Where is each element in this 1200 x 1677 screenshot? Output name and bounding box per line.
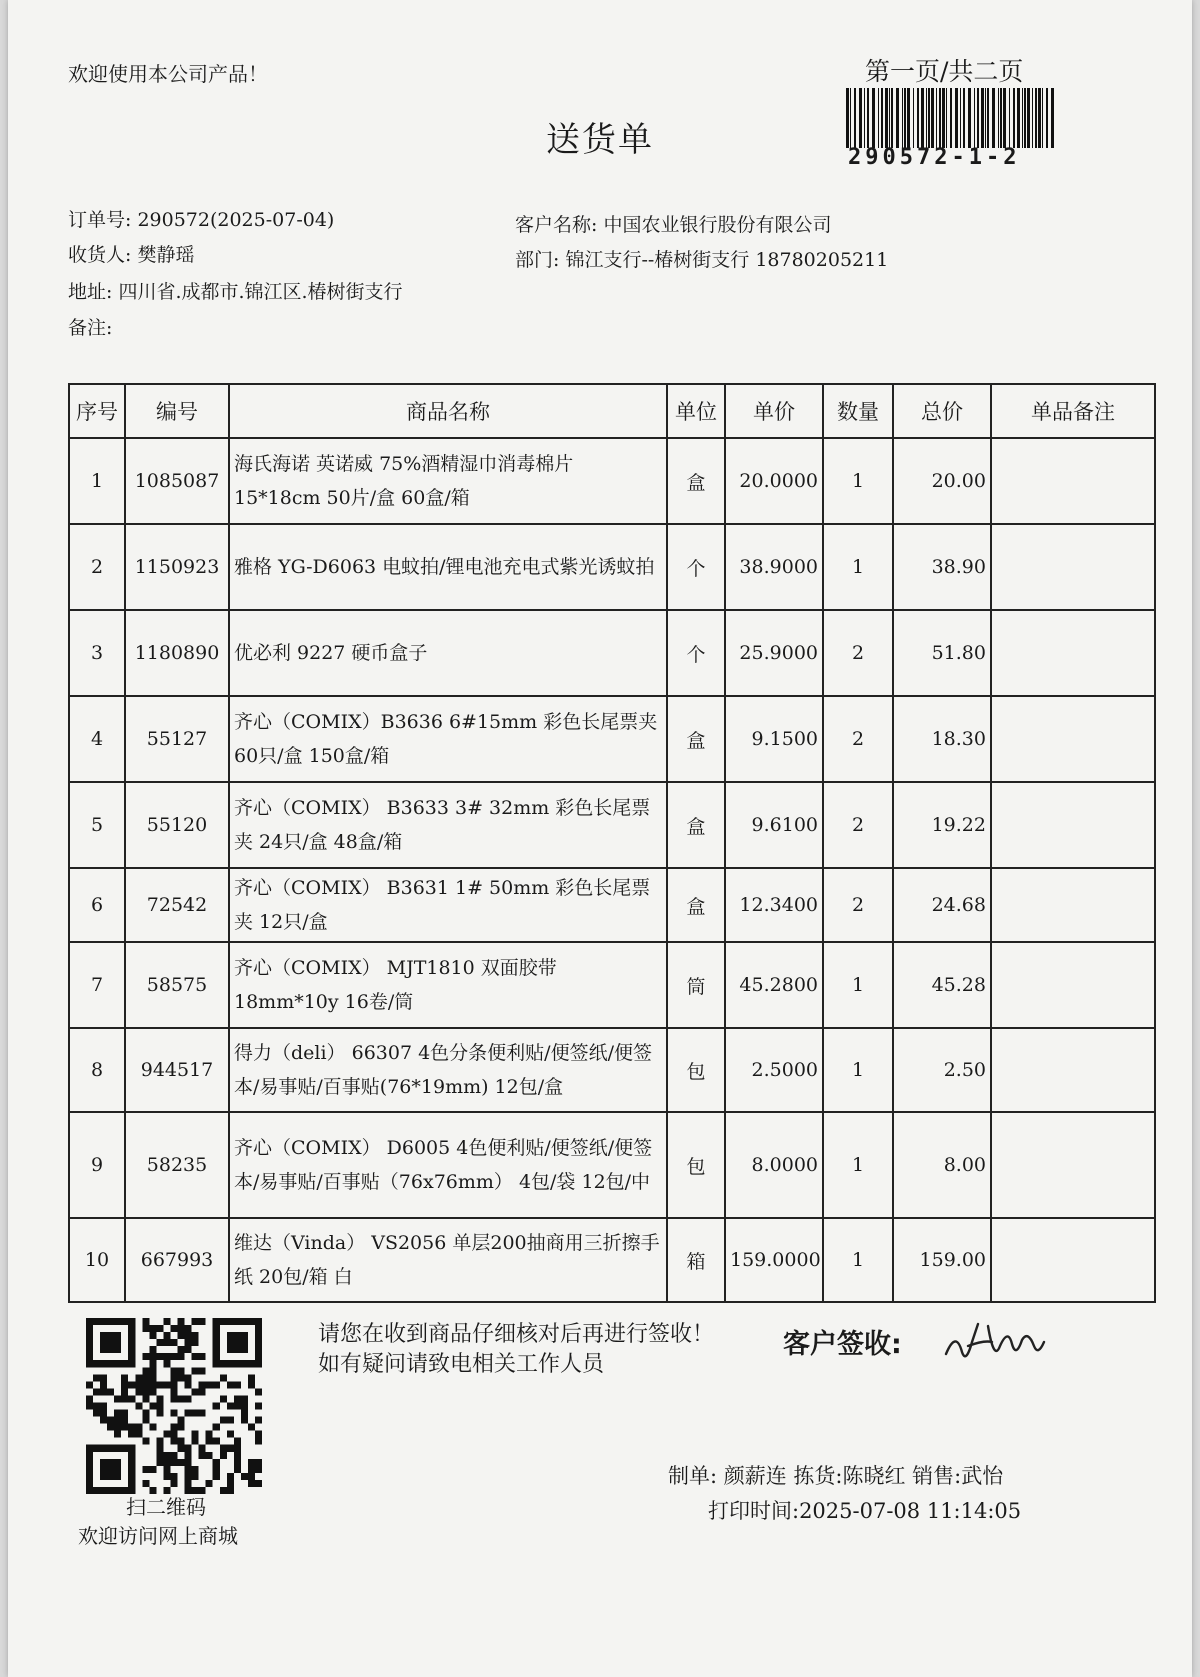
delivery-address: 地址: 四川省.成都市.锦江区.椿树街支行 [68, 281, 403, 303]
row-name: 海氏海诺 英诺威 75%酒精湿巾消毒棉片 15*18cm 50片/盒 60盒/箱 [229, 438, 667, 524]
document-title: 送货单 [546, 120, 654, 160]
row-code: 1180890 [125, 610, 229, 696]
table-row [69, 1112, 1155, 1218]
row-note [991, 1218, 1155, 1302]
table-row [69, 610, 1155, 696]
row-qty: 2 [823, 782, 893, 868]
staff-line: 制单: 颜薪连 拣货:陈晓红 销售:武怡 [668, 1464, 1004, 1488]
row-name: 齐心（COMIX） B3633 3# 32mm 彩色长尾票夹 24只/盒 48盒/箱 [229, 782, 667, 868]
row-name: 维达（Vinda） VS2056 单层200抽商用三折擦手纸 20包/箱 白 [229, 1218, 667, 1302]
table-row [69, 1218, 1155, 1302]
row-note [991, 1028, 1155, 1112]
header-unit: 单位 [667, 384, 725, 438]
row-note [991, 438, 1155, 524]
row-total: 20.00 [893, 438, 991, 524]
row-name: 齐心（COMIX）B3636 6#15mm 彩色长尾票夹 60只/盒 150盒/箱 [229, 696, 667, 782]
barcode-number: 290572-1-2 [848, 145, 1021, 170]
row-price: 20.0000 [725, 438, 823, 524]
row-total: 45.28 [893, 942, 991, 1028]
row-seq: 8 [69, 1028, 125, 1112]
header-qty: 数量 [823, 384, 893, 438]
row-seq: 9 [69, 1112, 125, 1218]
delivery-note-paper [8, 0, 1192, 1677]
row-price: 45.2800 [725, 942, 823, 1028]
row-seq: 3 [69, 610, 125, 696]
header-note: 单品备注 [991, 384, 1155, 438]
row-unit: 盒 [667, 438, 725, 524]
row-qty: 1 [823, 1112, 893, 1218]
row-code: 58575 [125, 942, 229, 1028]
row-qty: 2 [823, 610, 893, 696]
row-seq: 2 [69, 524, 125, 610]
customer-name: 客户名称: 中国农业银行股份有限公司 [515, 214, 832, 236]
items-table [68, 383, 1156, 1303]
row-name: 雅格 YG-D6063 电蚊拍/锂电池充电式紫光诱蚊拍 [229, 524, 667, 610]
row-total: 2.50 [893, 1028, 991, 1112]
row-seq: 4 [69, 696, 125, 782]
welcome-text: 欢迎使用本公司产品！ [68, 62, 268, 86]
barcode-icon [846, 88, 1054, 148]
row-unit: 盒 [667, 868, 725, 942]
row-name: 齐心（COMIX） D6005 4色便利贴/便签纸/便签本/易事贴/百事贴（76x76mm） 4包/袋 12包/中 [229, 1112, 667, 1218]
row-note [991, 696, 1155, 782]
customer-sign-label: 客户签收: [783, 1329, 902, 1360]
row-name: 齐心（COMIX） B3631 1# 50mm 彩色长尾票夹 12只/盒 [229, 868, 667, 942]
header-name: 商品名称 [229, 384, 667, 438]
row-total: 24.68 [893, 868, 991, 942]
row-unit: 盒 [667, 782, 725, 868]
row-total: 51.80 [893, 610, 991, 696]
signature-image [938, 1312, 1048, 1372]
header-total: 总价 [893, 384, 991, 438]
row-name: 齐心（COMIX） MJT1810 双面胶带 18mm*10y 16卷/筒 [229, 942, 667, 1028]
table-row [69, 782, 1155, 868]
row-price: 25.9000 [725, 610, 823, 696]
row-unit: 包 [667, 1112, 725, 1218]
row-seq: 7 [69, 942, 125, 1028]
row-note [991, 1112, 1155, 1218]
row-qty: 2 [823, 868, 893, 942]
table-row [69, 942, 1155, 1028]
row-note [991, 610, 1155, 696]
row-name: 优必利 9227 硬币盒子 [229, 610, 667, 696]
row-code: 58235 [125, 1112, 229, 1218]
qr-code-icon [86, 1318, 262, 1494]
row-seq: 10 [69, 1218, 125, 1302]
row-note [991, 868, 1155, 942]
qr-caption-scan: 扫二维码 [126, 1495, 206, 1519]
print-time: 打印时间:2025-07-08 11:14:05 [708, 1499, 1022, 1523]
row-price: 9.6100 [725, 782, 823, 868]
row-name: 得力（deli） 66307 4色分条便利贴/便签纸/便签本/易事贴/百事贴(76*19mm) 12包/盒 [229, 1028, 667, 1112]
row-code: 944517 [125, 1028, 229, 1112]
table-row [69, 696, 1155, 782]
row-code: 55120 [125, 782, 229, 868]
row-code: 1085087 [125, 438, 229, 524]
row-price: 38.9000 [725, 524, 823, 610]
row-seq: 5 [69, 782, 125, 868]
row-total: 18.30 [893, 696, 991, 782]
row-qty: 1 [823, 524, 893, 610]
row-qty: 1 [823, 438, 893, 524]
table-row [69, 438, 1155, 524]
row-unit: 箱 [667, 1218, 725, 1302]
check-notice: 请您在收到商品仔细核对后再进行签收！如有疑问请致电相关工作人员 [318, 1322, 715, 1377]
row-code: 667993 [125, 1218, 229, 1302]
row-total: 8.00 [893, 1112, 991, 1218]
row-unit: 盒 [667, 696, 725, 782]
qr-caption-visit: 欢迎访问网上商城 [78, 1524, 238, 1548]
row-seq: 6 [69, 868, 125, 942]
row-total: 19.22 [893, 782, 991, 868]
table-row [69, 868, 1155, 942]
row-unit: 个 [667, 610, 725, 696]
row-total: 159.00 [893, 1218, 991, 1302]
row-seq: 1 [69, 438, 125, 524]
row-qty: 1 [823, 1028, 893, 1112]
row-code: 55127 [125, 696, 229, 782]
order-number: 订单号: 290572(2025-07-04) [68, 209, 335, 231]
row-price: 12.3400 [725, 868, 823, 942]
page-indicator: 第一页/共二页 [865, 57, 1024, 86]
receiver-name: 收货人: 樊静瑶 [68, 244, 195, 266]
remark-label: 备注: [68, 317, 113, 339]
row-code: 1150923 [125, 524, 229, 610]
row-qty: 1 [823, 1218, 893, 1302]
row-unit: 包 [667, 1028, 725, 1112]
row-price: 159.0000 [725, 1218, 823, 1302]
row-qty: 1 [823, 942, 893, 1028]
row-total: 38.90 [893, 524, 991, 610]
department: 部门: 锦江支行--椿树街支行 18780205211 [515, 249, 889, 271]
table-row [69, 1028, 1155, 1112]
row-price: 2.5000 [725, 1028, 823, 1112]
table-row [69, 524, 1155, 610]
table-header-row [69, 384, 1155, 438]
header-seq: 序号 [69, 384, 125, 438]
row-price: 9.1500 [725, 696, 823, 782]
header-code: 编号 [125, 384, 229, 438]
row-note [991, 782, 1155, 868]
row-price: 8.0000 [725, 1112, 823, 1218]
row-unit: 筒 [667, 942, 725, 1028]
row-note [991, 942, 1155, 1028]
header-price: 单价 [725, 384, 823, 438]
row-note [991, 524, 1155, 610]
row-unit: 个 [667, 524, 725, 610]
row-qty: 2 [823, 696, 893, 782]
row-code: 72542 [125, 868, 229, 942]
